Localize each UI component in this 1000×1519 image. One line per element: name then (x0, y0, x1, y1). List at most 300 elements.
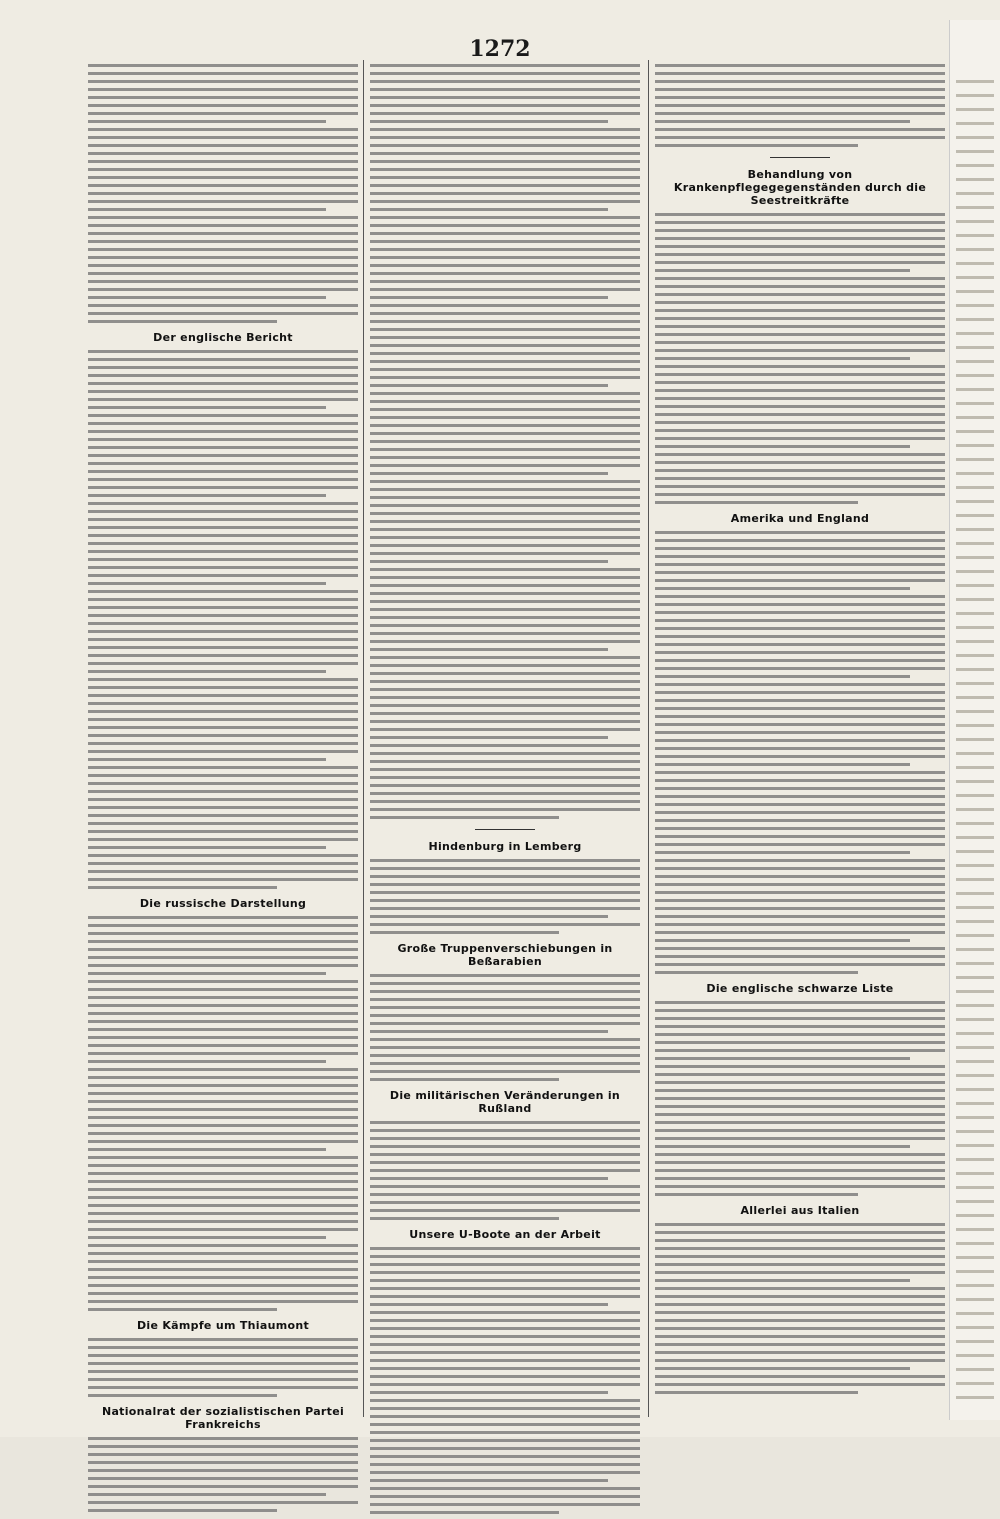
column-1 (88, 64, 358, 1517)
text-line (655, 1161, 945, 1164)
text-line (370, 1455, 640, 1458)
text-line (88, 224, 358, 227)
text-line (370, 696, 640, 699)
text-line (88, 886, 277, 889)
text-line (956, 710, 994, 713)
text-line (956, 528, 994, 531)
text-line (655, 739, 945, 742)
text-line (370, 1177, 608, 1180)
text-line (88, 128, 358, 131)
text-line (655, 373, 945, 376)
text-line (370, 744, 640, 747)
text-line (88, 838, 358, 841)
text-line (956, 1214, 994, 1217)
text-line (655, 381, 945, 384)
text-line (370, 80, 640, 83)
text-line (370, 899, 640, 902)
text-line (655, 120, 910, 123)
text-line (655, 963, 945, 966)
text-line (88, 1346, 358, 1349)
text-line (88, 350, 358, 353)
text-line (655, 603, 945, 606)
text-line (370, 656, 640, 659)
text-line (370, 544, 640, 547)
text-line (370, 1503, 640, 1506)
text-line (88, 614, 358, 617)
text-line (655, 899, 945, 902)
text-line (88, 1501, 358, 1504)
text-line (88, 1060, 326, 1063)
text-line (956, 220, 994, 223)
text-line (88, 240, 358, 243)
text-line (370, 320, 640, 323)
text-line (956, 430, 994, 433)
text-line (370, 296, 608, 299)
text-line (655, 405, 945, 408)
article-heading: Amerika und England (730, 512, 870, 525)
text-line (655, 1327, 945, 1330)
text-line (956, 500, 994, 503)
text-line (88, 870, 358, 873)
text-line (956, 360, 994, 363)
text-line (88, 750, 358, 753)
text-line (956, 458, 994, 461)
text-line (655, 1073, 945, 1076)
text-line (655, 1383, 945, 1386)
text-line (88, 1092, 358, 1095)
text-line (88, 518, 358, 521)
text-line (655, 1303, 945, 1306)
text-line (956, 1046, 994, 1049)
text-line (88, 264, 358, 267)
text-line (370, 752, 640, 755)
text-line (88, 1172, 358, 1175)
text-line (655, 531, 945, 534)
text-line (88, 414, 358, 417)
text-line (956, 108, 994, 111)
separator (475, 829, 535, 830)
text-line (88, 1308, 277, 1311)
text-line (655, 1391, 858, 1394)
text-line (370, 1431, 640, 1434)
text-line (88, 1260, 358, 1263)
text-line (655, 1105, 945, 1108)
text-line (370, 536, 640, 539)
text-line (88, 638, 358, 641)
text-line (88, 1076, 358, 1079)
text-line (655, 1343, 945, 1346)
text-line (370, 248, 640, 251)
text-line (88, 1268, 358, 1271)
text-line (655, 349, 945, 352)
text-line (370, 808, 640, 811)
text-line (655, 461, 945, 464)
text-line (956, 248, 994, 251)
text-line (655, 619, 945, 622)
text-line (88, 574, 358, 577)
text-line (956, 262, 994, 265)
article-heading: Die russische Darstellung (139, 897, 307, 910)
text-line (88, 1437, 358, 1440)
text-line (370, 704, 640, 707)
text-line (655, 293, 945, 296)
text-line (88, 72, 358, 75)
article-heading: Die militärischen Veränderungen in Rußland (389, 1089, 621, 1115)
text-line (655, 1153, 945, 1156)
text-line (88, 112, 358, 115)
text-line (655, 731, 945, 734)
text-line (655, 1129, 945, 1132)
text-line (956, 1172, 994, 1175)
text-line (370, 1201, 640, 1204)
text-line (655, 1295, 945, 1298)
text-line (655, 771, 945, 774)
text-line (88, 1084, 358, 1087)
article-text-block (655, 1223, 945, 1394)
text-line (655, 341, 945, 344)
text-line (956, 766, 994, 769)
text-line (956, 150, 994, 153)
text-line (956, 962, 994, 965)
text-line (655, 1231, 945, 1234)
text-line (956, 346, 994, 349)
text-line (370, 504, 640, 507)
text-line (655, 803, 945, 806)
text-line (88, 216, 358, 219)
text-line (370, 496, 640, 499)
text-line (370, 1479, 608, 1482)
text-line (655, 923, 945, 926)
text-line (370, 648, 608, 651)
text-line (370, 792, 640, 795)
text-line (370, 712, 640, 715)
text-line (370, 208, 608, 211)
text-line (370, 1137, 640, 1140)
text-line (88, 956, 358, 959)
text-line (370, 152, 640, 155)
text-line (655, 563, 945, 566)
text-line (88, 304, 358, 307)
text-line (956, 1242, 994, 1245)
article-text-block (88, 1437, 358, 1512)
text-line (88, 1354, 358, 1357)
article-heading: Die englische schwarze Liste (706, 982, 894, 995)
text-line (370, 1145, 640, 1148)
text-line (655, 1255, 945, 1258)
text-line (88, 996, 358, 999)
text-line (88, 184, 358, 187)
text-line (956, 570, 994, 573)
text-line (655, 221, 945, 224)
text-line (655, 971, 858, 974)
text-line (370, 1471, 640, 1474)
text-line (956, 206, 994, 209)
text-line (88, 1386, 358, 1389)
text-line (655, 571, 945, 574)
text-line (88, 288, 358, 291)
text-line (655, 429, 945, 432)
text-line (370, 608, 640, 611)
text-line (88, 510, 358, 513)
text-line (956, 696, 994, 699)
text-line (956, 990, 994, 993)
text-line (88, 862, 358, 865)
text-line (655, 747, 945, 750)
text-line (370, 1343, 640, 1346)
text-line (370, 376, 640, 379)
text-line (370, 1078, 559, 1081)
text-line (88, 1100, 358, 1103)
text-line (655, 72, 945, 75)
text-line (370, 216, 640, 219)
text-line (655, 104, 945, 107)
text-line (370, 264, 640, 267)
text-line (370, 432, 640, 435)
text-line (655, 715, 945, 718)
text-line (88, 1445, 358, 1448)
text-line (655, 261, 945, 264)
text-line (655, 1375, 945, 1378)
text-line (88, 854, 358, 857)
article-text-block (370, 859, 640, 934)
text-line (370, 416, 640, 419)
text-line (655, 477, 945, 480)
text-line (370, 280, 640, 283)
text-line (655, 253, 945, 256)
text-line (956, 304, 994, 307)
text-line (370, 867, 640, 870)
text-line (956, 598, 994, 601)
text-line (956, 276, 994, 279)
text-line (655, 1097, 945, 1100)
text-line (956, 1088, 994, 1091)
text-line (370, 1185, 640, 1188)
text-line (956, 1186, 994, 1189)
text-line (88, 1394, 277, 1397)
text-line (956, 514, 994, 517)
text-line (655, 493, 945, 496)
text-line (370, 184, 640, 187)
text-line (370, 520, 640, 523)
text-line (370, 616, 640, 619)
article-heading: Große Truppenverschiebungen in Beßarabien (397, 942, 613, 968)
text-line (370, 1217, 559, 1220)
text-line (370, 1351, 640, 1354)
text-line (370, 600, 640, 603)
text-line (88, 766, 358, 769)
article-text-block (370, 1247, 640, 1514)
text-line (655, 1351, 945, 1354)
text-line (88, 1493, 326, 1496)
text-line (370, 1399, 640, 1402)
text-line (88, 1300, 358, 1303)
text-line (370, 168, 640, 171)
text-line (88, 774, 358, 777)
text-line (370, 160, 640, 163)
text-line (956, 1298, 994, 1301)
text-line (655, 779, 945, 782)
text-line (956, 444, 994, 447)
text-line (370, 128, 640, 131)
article-heading: Nationalrat der sozialistischen Partei Frankreichs (101, 1405, 345, 1431)
text-line (956, 290, 994, 293)
text-line (370, 1255, 640, 1258)
text-line (88, 462, 358, 465)
text-line (655, 365, 945, 368)
text-line (88, 830, 358, 833)
text-line (88, 470, 358, 473)
text-line (655, 635, 945, 638)
text-line (655, 413, 945, 416)
text-line (370, 784, 640, 787)
text-line (655, 1049, 945, 1052)
text-line (956, 1102, 994, 1105)
text-line (655, 579, 945, 582)
text-line (370, 1415, 640, 1418)
text-line (655, 80, 945, 83)
text-line (88, 1338, 358, 1341)
text-line (370, 1447, 640, 1450)
text-line (655, 333, 945, 336)
text-line (370, 1303, 608, 1306)
text-line (88, 940, 358, 943)
text-line (370, 256, 640, 259)
text-line (88, 248, 358, 251)
text-line (370, 728, 640, 731)
article-heading: Die Kämpfe um Thiaumont (136, 1319, 310, 1332)
text-line (88, 1180, 358, 1183)
text-line (370, 96, 640, 99)
text-line (370, 875, 640, 878)
text-line (370, 1129, 640, 1132)
text-line (88, 822, 358, 825)
text-line (655, 1247, 945, 1250)
text-line (370, 1121, 640, 1124)
text-line (655, 317, 945, 320)
text-line (88, 878, 358, 881)
article-text-block (655, 64, 945, 147)
text-line (655, 1359, 945, 1362)
text-line (88, 312, 358, 315)
text-line (655, 1193, 858, 1196)
text-line (655, 1279, 910, 1282)
article-heading: Hindenburg in Lemberg (428, 840, 582, 853)
text-line (370, 1287, 640, 1290)
text-line (956, 878, 994, 881)
text-line (655, 875, 945, 878)
text-line (655, 659, 945, 662)
text-line (88, 446, 358, 449)
article-text-block (370, 974, 640, 1081)
text-line (88, 1132, 358, 1135)
text-line (370, 104, 640, 107)
text-line (370, 1495, 640, 1498)
text-line (655, 1145, 910, 1148)
text-line (88, 80, 358, 83)
text-line (88, 1378, 358, 1381)
text-line (956, 934, 994, 937)
text-line (370, 624, 640, 627)
text-line (370, 1423, 640, 1426)
text-line (370, 1161, 640, 1164)
text-line (370, 1038, 640, 1041)
text-line (370, 352, 640, 355)
text-line (370, 576, 640, 579)
text-line (370, 990, 640, 993)
text-line (88, 422, 358, 425)
text-line (370, 304, 640, 307)
text-line (655, 501, 858, 504)
text-line (956, 94, 994, 97)
text-line (88, 502, 358, 505)
text-line (655, 1065, 945, 1068)
text-line (655, 309, 945, 312)
text-line (88, 1004, 358, 1007)
text-line (655, 437, 945, 440)
text-line (88, 646, 358, 649)
text-line (655, 811, 945, 814)
text-line (370, 72, 640, 75)
text-line (370, 1153, 640, 1156)
text-line (370, 776, 640, 779)
text-line (370, 112, 640, 115)
text-line (956, 1158, 994, 1161)
text-line (88, 726, 358, 729)
text-line (956, 192, 994, 195)
text-line (370, 1014, 640, 1017)
text-line (655, 1001, 945, 1004)
text-line (956, 738, 994, 741)
text-line (956, 808, 994, 811)
text-line (88, 96, 358, 99)
text-line (88, 1370, 358, 1373)
text-line (370, 176, 640, 179)
text-line (655, 1033, 945, 1036)
text-line (655, 277, 945, 280)
text-line (956, 136, 994, 139)
text-line (88, 806, 358, 809)
text-line (88, 798, 358, 801)
article-text-block (655, 531, 945, 974)
text-line (370, 1022, 640, 1025)
text-line (88, 280, 358, 283)
text-line (88, 406, 326, 409)
text-line (956, 1396, 994, 1399)
text-line (956, 556, 994, 559)
text-line (88, 558, 358, 561)
text-line (956, 584, 994, 587)
text-line (655, 88, 945, 91)
text-line (370, 1295, 640, 1298)
text-line (655, 64, 945, 67)
text-line (88, 790, 358, 793)
text-line (370, 688, 640, 691)
text-line (88, 136, 358, 139)
text-line (655, 939, 910, 942)
text-line (370, 192, 640, 195)
text-line (655, 136, 945, 139)
text-line (370, 974, 640, 977)
text-line (370, 915, 608, 918)
text-line (655, 1121, 945, 1124)
text-line (88, 590, 358, 593)
text-line (655, 683, 945, 686)
text-line (370, 120, 608, 123)
text-line (370, 424, 640, 427)
text-line (370, 1375, 640, 1378)
text-line (88, 320, 277, 323)
text-line (655, 469, 945, 472)
